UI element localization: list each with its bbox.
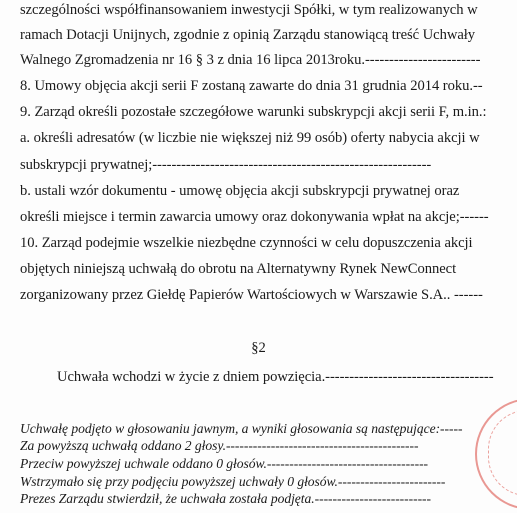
voting-line: Wstrzymało się przy podjęciu powyższej uchwały 0 głosów.------------------------ bbox=[20, 474, 446, 489]
effective-line: Uchwała wchodzi w życie z dniem powzięcia.----------------------------------- bbox=[57, 369, 494, 385]
body-line: a. określi adresatów (w liczbie nie większej niż 99 osób) oferty nabycia akcji w bbox=[20, 130, 480, 146]
voting-line: Przeciw powyższej uchwale oddano 0 głosów.------------------------------------ bbox=[20, 456, 429, 471]
body-line: szczególności współfinansowaniem inwestycji Spółki, w tym realizowanych w bbox=[20, 2, 478, 18]
body-line: b. ustali wzór dokumentu - umowę objęcia akcji subskrypcji prywatnej oraz bbox=[20, 183, 460, 199]
voting-line: Za powyższą uchwałą oddano 2 głosy.------------------------------------------- bbox=[20, 438, 419, 453]
body-line: 9. Zarząd określi pozostałe szczegółowe warunki subskrypcji akcji serii F, m.in.: bbox=[20, 104, 487, 120]
section-heading: §2 bbox=[251, 340, 266, 356]
body-line: określi miejsce i termin zawarcia umowy oraz dokonywania wpłat na akcje;------ bbox=[20, 209, 489, 225]
body-line: zorganizowany przez Giełdę Papierów Wartościowych w Warszawie S.A.. ------ bbox=[20, 287, 483, 303]
body-line: 8. Umowy objęcia akcji serii F zostaną zawarte do dnia 31 grudnia 2014 roku.-- bbox=[20, 78, 483, 94]
voting-line: Prezes Zarządu stwierdził, że uchwała została podjęta.-------------------------- bbox=[20, 491, 432, 506]
body-line: 10. Zarząd podejmie wszelkie niezbędne czynności w celu dopuszczenia akcji bbox=[20, 235, 473, 251]
body-line: objętych niniejszą uchwałą do obrotu na Alternatywny Rynek NewConnect bbox=[20, 261, 457, 277]
body-line: ramach Dotacji Unijnych, zgodnie z opinią Zarządu stanowiącą treść Uchwały bbox=[20, 27, 476, 43]
body-line: Walnego Zgromadzenia nr 16 § 3 z dnia 16 lipca 2013roku.------------------------ bbox=[20, 52, 481, 68]
body-line: subskrypcji prywatnej;---------------------------------------------------------- bbox=[20, 157, 432, 173]
voting-line: Uchwałę podjęto w głosowaniu jawnym, a wyniki głosowania są następujące:----- bbox=[20, 421, 463, 436]
